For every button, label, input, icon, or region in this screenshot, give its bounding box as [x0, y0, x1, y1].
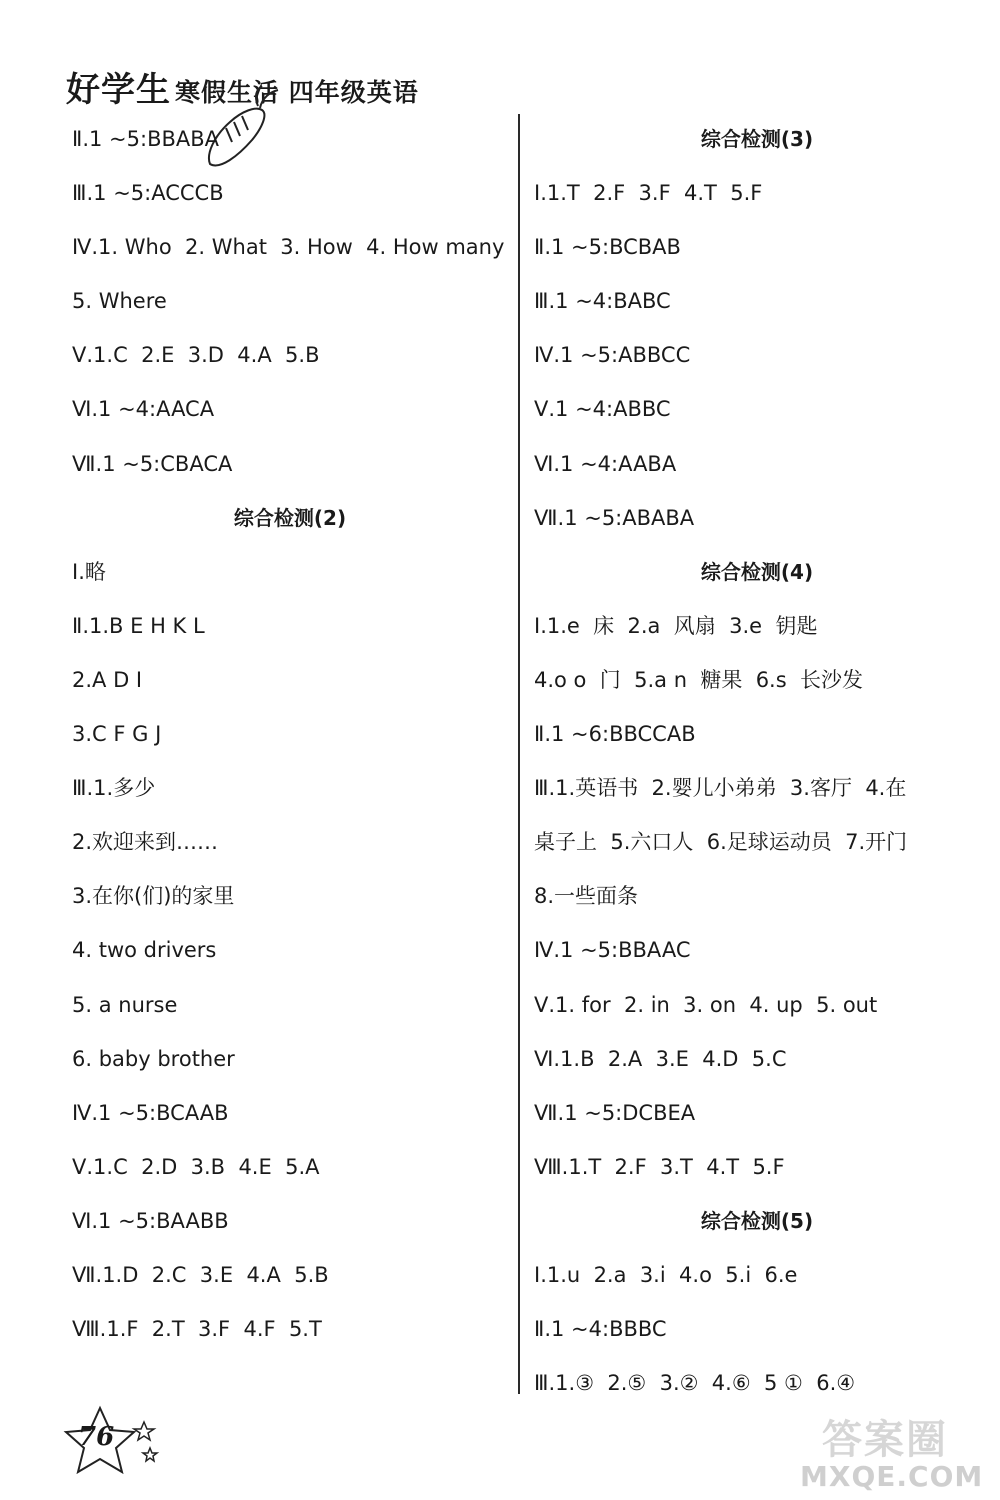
left-answer-line: Ⅵ.1 ~4:AACA [72, 397, 215, 422]
right-answer-line: Ⅴ.1 ~4:ABBC [534, 397, 671, 422]
right-section-heading: 综合检测(3) [700, 127, 814, 151]
right-answer-line: Ⅵ.1.B 2.A 3.E 4.D 5.C [534, 1046, 787, 1071]
left-section-heading: 综合检测(2) [233, 505, 347, 530]
left-answer-line: Ⅵ.1 ~5:BAABB [72, 1208, 229, 1233]
book-subtitle: 寒假生活 四年级英语 [175, 78, 419, 107]
right-answer-line: Ⅴ.1. for 2. in 3. on 4. up 5. out [534, 992, 878, 1017]
left-answer-line: Ⅳ.1. Who 2. What 3. How 4. How many [72, 235, 505, 260]
left-answer-line: Ⅳ.1 ~5:BCAAB [72, 1100, 229, 1125]
right-answer-line: Ⅱ.1 ~4:BBBC [534, 1317, 667, 1342]
left-answer-line: Ⅱ.1 ~5:BBABA [72, 127, 220, 151]
right-answer-line: Ⅲ.1 ~4:BABC [534, 289, 671, 314]
left-answer-line: Ⅲ.1.多少 [72, 776, 156, 801]
left-answer-line: 3.在你(们)的家里 [72, 884, 235, 909]
left-answer-line: Ⅴ.1.C 2.E 3.D 4.A 5.B [72, 343, 320, 368]
right-answer-line: Ⅶ.1 ~5:DCBEA [534, 1100, 696, 1125]
right-answer-line: Ⅰ.1.T 2.F 3.F 4.T 5.F [534, 181, 763, 206]
book-title: 好学生 [66, 70, 171, 110]
right-answer-line: Ⅲ.1.英语书 2.婴儿小弟弟 3.客厅 4.在 [534, 776, 907, 801]
left-answer-line: 2.A D I [72, 667, 143, 692]
right-section-heading: 综合检测(5) [700, 1208, 814, 1233]
left-answer-line: Ⅶ.1.D 2.C 3.E 4.A 5.B [72, 1262, 329, 1287]
page-number: 76 [78, 1422, 115, 1452]
right-answer-line: Ⅰ.1.u 2.a 3.i 4.o 5.i 6.e [534, 1262, 798, 1287]
left-answer-line: 5. Where [72, 289, 167, 314]
right-answer-line: Ⅳ.1 ~5:ABBCC [534, 343, 691, 368]
left-answer-column [72, 112, 508, 1356]
right-section-heading: 综合检测(4) [700, 559, 814, 584]
right-answer-line: Ⅷ.1.T 2.F 3.T 4.T 5.F [534, 1154, 785, 1179]
right-answer-column [534, 112, 980, 1410]
left-answer-line: Ⅲ.1 ~5:ACCCB [72, 181, 224, 206]
star-icon [60, 1402, 170, 1482]
left-answer-line: Ⅴ.1.C 2.D 3.B 4.E 5.A [72, 1154, 320, 1179]
left-answer-line: Ⅱ.1.B E H K L [72, 613, 205, 638]
right-answer-line: 8.一些面条 [534, 884, 639, 909]
right-answer-line: 桌子上 5.六口人 6.足球运动员 7.开门 [534, 830, 908, 855]
right-answer-line: 4.o o 门 5.a n 糖果 6.s 长沙发 [534, 667, 864, 692]
left-answer-line: Ⅷ.1.F 2.T 3.F 4.F 5.T [72, 1317, 322, 1342]
page-number-badge [60, 1402, 170, 1482]
column-divider [518, 114, 520, 1394]
left-answer-line: 6. baby brother [72, 1046, 235, 1071]
right-answer-line: Ⅱ.1 ~6:BBCCAB [534, 722, 696, 747]
right-answer-line: Ⅶ.1 ~5:ABABA [534, 505, 695, 530]
left-answer-line: Ⅶ.1 ~5:CBACA [72, 451, 233, 476]
left-answer-line: 2.欢迎来到…… [72, 830, 219, 855]
watermark-url: MXQE.COM [800, 1460, 984, 1493]
right-answer-line: Ⅵ.1 ~4:AABA [534, 451, 677, 476]
left-answer-line: 4. two drivers [72, 938, 217, 963]
right-answer-line: Ⅱ.1 ~5:BCBAB [534, 235, 681, 260]
watermark [800, 1408, 990, 1492]
right-answer-line: Ⅰ.1.e 床 2.a 风扇 3.e 钥匙 [534, 613, 818, 638]
right-answer-line: Ⅲ.1.③ 2.⑤ 3.② 4.⑥ 5 ① 6.④ [534, 1371, 856, 1396]
left-answer-line: Ⅰ.略 [72, 559, 106, 584]
left-answer-line: 5. a nurse [72, 992, 178, 1017]
left-answer-line: 3.C F G J [72, 722, 162, 747]
right-answer-line: Ⅳ.1 ~5:BBAAC [534, 938, 691, 963]
watermark-logo: 答案圈 [822, 1417, 948, 1463]
